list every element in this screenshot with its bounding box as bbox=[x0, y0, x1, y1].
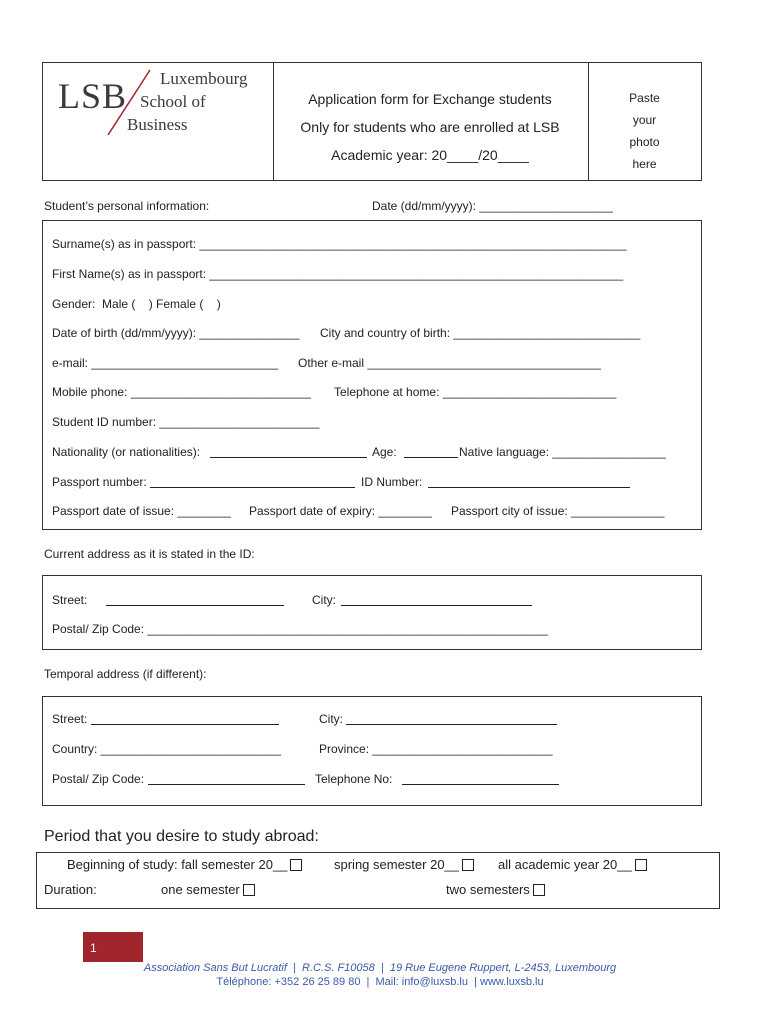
id-number-input-line[interactable] bbox=[428, 487, 630, 488]
photo-text-4: here bbox=[632, 157, 657, 171]
temporal-telephone-input-line[interactable] bbox=[402, 784, 559, 785]
email-field[interactable]: e-mail: ____________________________ bbox=[52, 356, 279, 370]
native-language-field[interactable]: Native language: _________________ bbox=[459, 445, 666, 459]
study-period-heading: Period that you desire to study abroad: bbox=[44, 828, 319, 845]
logo-line-2: School of bbox=[140, 92, 206, 111]
two-semesters-checkbox[interactable] bbox=[533, 884, 545, 896]
age-label: Age: bbox=[372, 445, 397, 459]
two-semesters-label: two semesters bbox=[446, 882, 530, 897]
page-number: 1 bbox=[90, 941, 97, 955]
fall-semester-checkbox[interactable] bbox=[290, 859, 302, 871]
temporal-postal-label: Postal/ Zip Code: bbox=[52, 772, 145, 786]
passport-expiry-field[interactable]: Passport date of expiry: ________ bbox=[249, 504, 432, 518]
personal-info-heading: Student’s personal information: bbox=[44, 199, 210, 213]
temporal-postal-input-line[interactable] bbox=[148, 784, 305, 785]
student-id-field[interactable]: Student ID number: ________________________ bbox=[52, 415, 320, 429]
temporal-address-heading: Temporal address (if different): bbox=[44, 667, 207, 681]
gender-field[interactable]: Gender: Male ( ) Female ( ) bbox=[52, 297, 221, 311]
dob-field[interactable]: Date of birth (dd/mm/yyyy): _______________ bbox=[52, 326, 300, 340]
one-semester-label: one semester bbox=[161, 882, 240, 897]
footer-line-2[interactable]: Téléphone: +352 26 25 89 80 | Mail: info@luxsb.lu | www.luxsb.lu bbox=[216, 976, 544, 988]
all-year-row bbox=[498, 858, 647, 872]
birthplace-field[interactable]: City and country of birth: ____________________________ bbox=[320, 326, 641, 340]
academic-year-field[interactable]: Academic year: 20____/20____ bbox=[331, 147, 529, 163]
one-semester-row bbox=[161, 883, 255, 897]
current-city-input-line[interactable] bbox=[341, 605, 532, 606]
temporal-street-input-line[interactable] bbox=[91, 724, 279, 725]
age-input-line[interactable] bbox=[404, 457, 458, 458]
spring-label: spring semester 20__ bbox=[334, 857, 460, 872]
passport-issue-field[interactable]: Passport date of issue: ________ bbox=[52, 504, 231, 518]
firstname-field[interactable]: First Name(s) as in passport: ______________________________________________________________ bbox=[52, 267, 624, 281]
temporal-city-input-line[interactable] bbox=[346, 724, 557, 725]
temporal-street-label: Street: bbox=[52, 712, 88, 726]
current-street-input-line[interactable] bbox=[106, 605, 284, 606]
temporal-country-field[interactable]: Country: ___________________________ bbox=[52, 742, 281, 756]
beginning-row bbox=[67, 858, 302, 872]
photo-text-2: your bbox=[632, 113, 657, 127]
logo-line-1: Luxembourg bbox=[160, 69, 248, 88]
spring-semester-checkbox[interactable] bbox=[462, 859, 474, 871]
page-number-badge bbox=[83, 932, 143, 962]
current-city-label: City: bbox=[312, 593, 336, 607]
nationality-label: Nationality (or nationalities): bbox=[52, 445, 201, 459]
logo-short: LSB bbox=[58, 76, 128, 116]
footer-line-1: Association Sans But Lucratif | R.C.S. F10058 | 19 Rue Eugene Ruppert, L-2453, Luxembourg bbox=[143, 962, 617, 974]
photo-text-3: photo bbox=[629, 135, 660, 149]
photo-placeholder[interactable] bbox=[588, 87, 701, 175]
all-year-label: all academic year 20__ bbox=[498, 857, 632, 872]
spring-row bbox=[334, 858, 474, 872]
photo-text-1: Paste bbox=[629, 91, 660, 105]
all-year-checkbox[interactable] bbox=[635, 859, 647, 871]
one-semester-checkbox[interactable] bbox=[243, 884, 255, 896]
id-number-label: ID Number: bbox=[361, 475, 423, 489]
logo-line-3: Business bbox=[127, 115, 188, 134]
surname-field[interactable]: Surname(s) as in passport: ________________________________________________________________ bbox=[52, 237, 627, 251]
mobile-field[interactable]: Mobile phone: ___________________________ bbox=[52, 385, 311, 399]
temporal-province-field[interactable]: Province: ___________________________ bbox=[319, 742, 553, 756]
passport-number-input-line[interactable] bbox=[150, 487, 355, 488]
beginning-label: Beginning of study: fall semester 20__ bbox=[67, 857, 288, 872]
temporal-telephone-label: Telephone No: bbox=[315, 772, 393, 786]
date-field[interactable]: Date (dd/mm/yyyy): ____________________ bbox=[372, 199, 613, 213]
duration-label: Duration: bbox=[44, 882, 97, 897]
telephone-home-field[interactable]: Telephone at home: __________________________ bbox=[334, 385, 617, 399]
temporal-city-label: City: bbox=[319, 712, 343, 726]
passport-number-label: Passport number: bbox=[52, 475, 147, 489]
form-title: Application form for Exchange students bbox=[308, 91, 552, 107]
current-address-heading: Current address as it is stated in the ID: bbox=[44, 547, 255, 561]
header-titles bbox=[273, 85, 587, 169]
passport-city-field[interactable]: Passport city of issue: ______________ bbox=[451, 504, 665, 518]
nationality-input-line[interactable] bbox=[210, 457, 367, 458]
other-email-field[interactable]: Other e-mail ___________________________________ bbox=[298, 356, 601, 370]
two-semesters-row bbox=[446, 883, 545, 897]
current-street-label: Street: bbox=[52, 593, 88, 607]
current-postal-field[interactable]: Postal/ Zip Code: ____________________________________________________________ bbox=[52, 622, 548, 636]
current-address-box bbox=[42, 575, 702, 650]
form-subtitle: Only for students who are enrolled at LSB bbox=[300, 119, 560, 135]
